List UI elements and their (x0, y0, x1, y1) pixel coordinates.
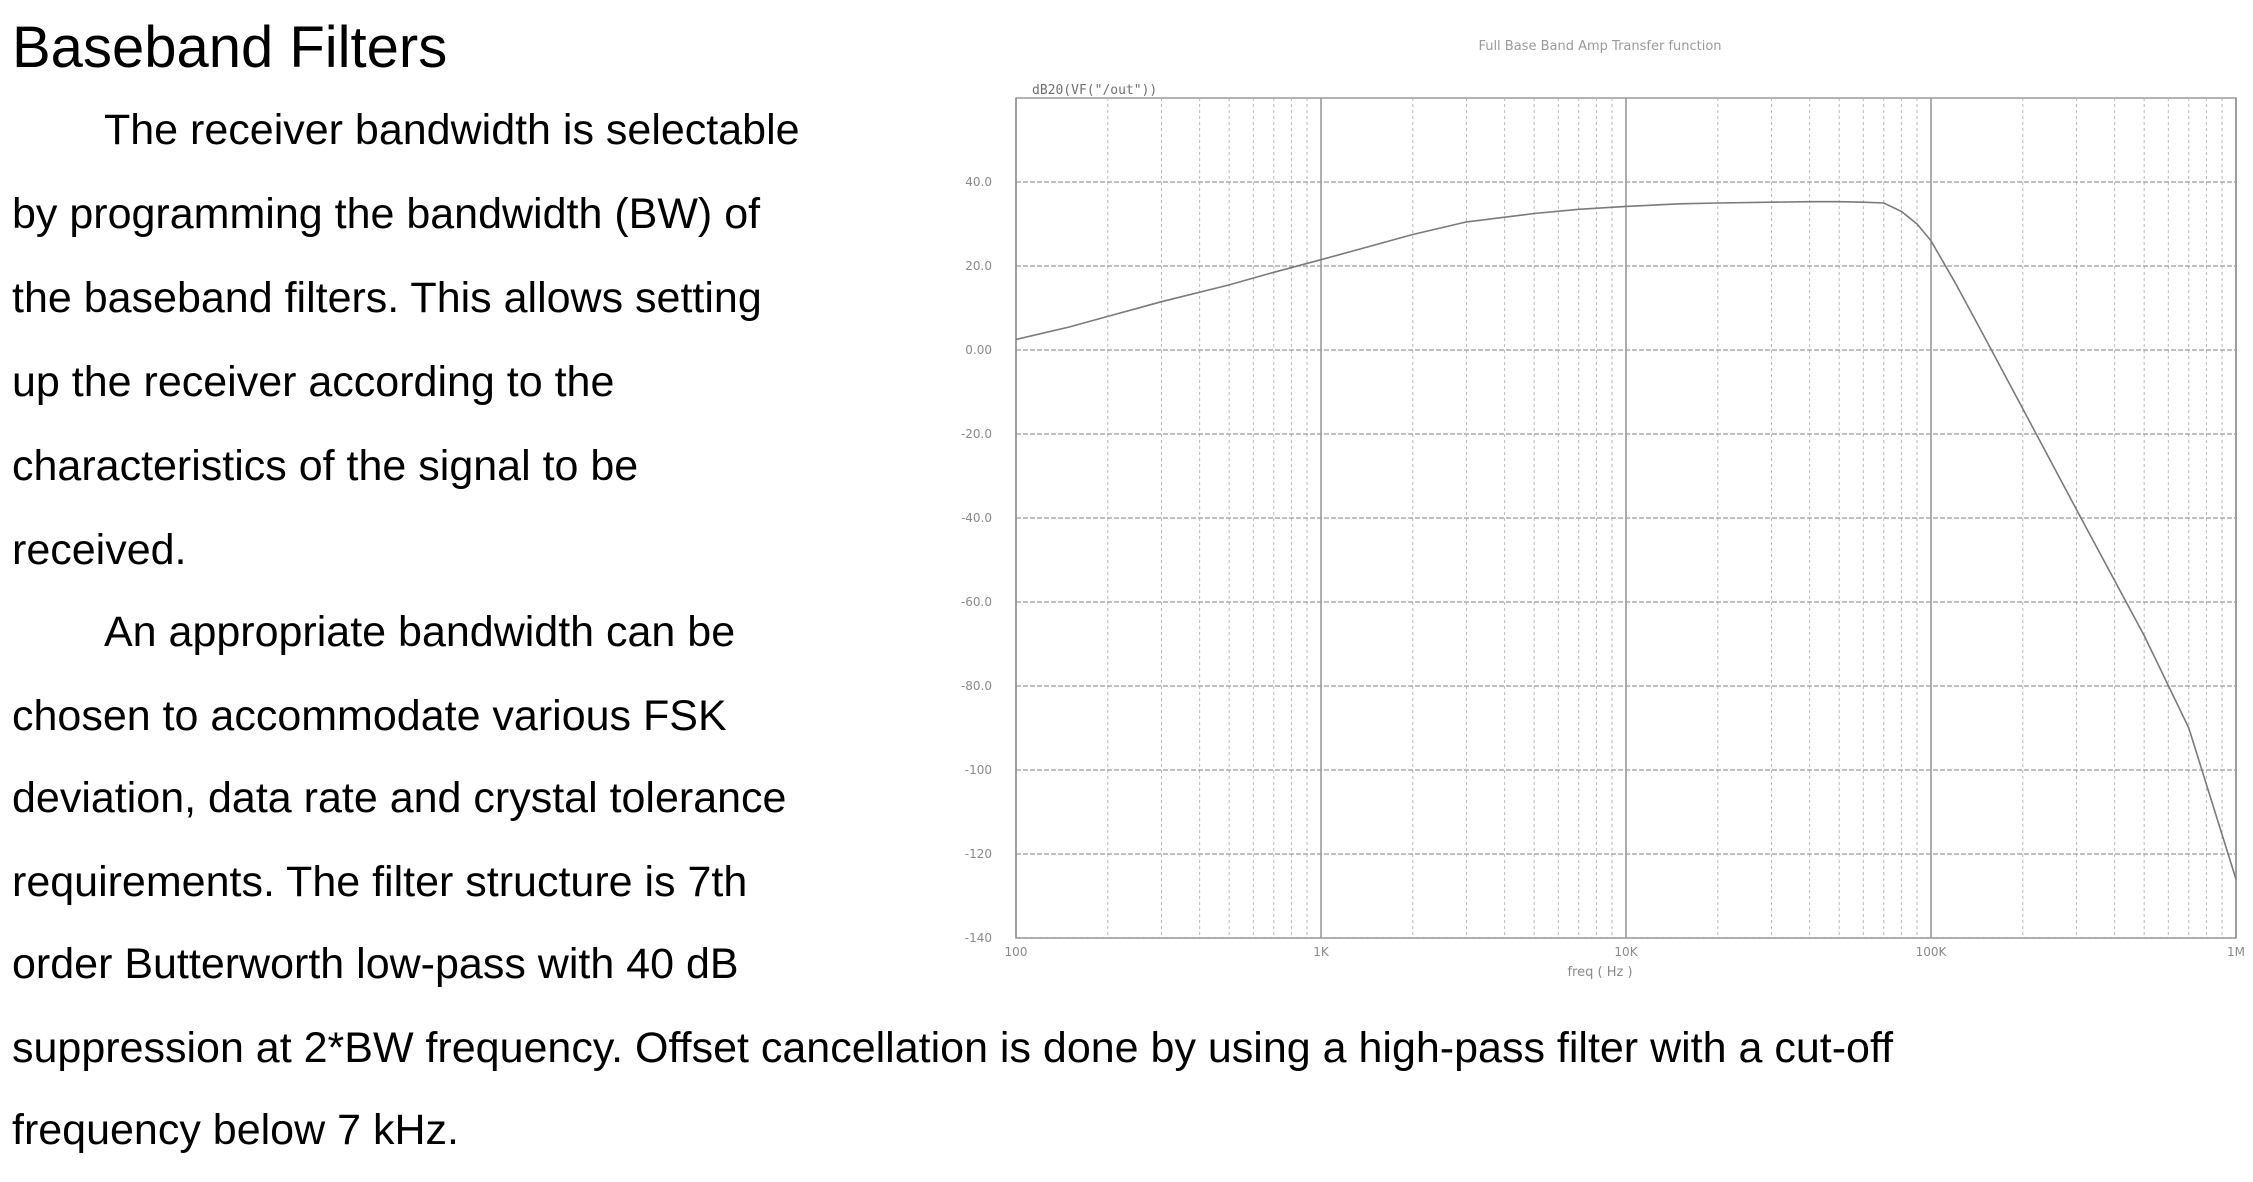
x-tick-label: 10K (1614, 945, 1638, 959)
y-tick-label: -120 (964, 847, 992, 861)
x-tick-label: 100K (1915, 945, 1947, 959)
x-tick-label: 1M (2227, 945, 2245, 959)
body-line-12: suppression at 2*BW frequency. Offset cancellation is done by using a high-pass filter with a cut-off (12, 1024, 1894, 1072)
body-line-7: An appropriate bandwidth can be (104, 608, 736, 656)
y-tick-label: 0.00 (965, 343, 992, 357)
body-line-10: requirements. The filter structure is 7th (12, 858, 748, 906)
y-tick-label: -40.0 (960, 511, 992, 525)
body-line-3: the baseband filters. This allows setting (12, 274, 762, 322)
y-tick-label: 40.0 (965, 175, 992, 189)
y-tick-label: 20.0 (965, 259, 992, 273)
body-line-1: The receiver bandwidth is selectable (104, 106, 800, 154)
x-tick-label: 100 (1004, 945, 1028, 959)
chart-svg (920, 30, 2253, 990)
x-tick-label: 1K (1313, 945, 1329, 959)
y-tick-label: -140 (964, 931, 992, 945)
body-line-4: up the receiver according to the (12, 358, 615, 406)
y-tick-label: -60.0 (960, 595, 992, 609)
body-line-2: by programming the bandwidth (BW) of (12, 190, 761, 238)
y-tick-label: -80.0 (960, 679, 992, 693)
y-tick-label: -20.0 (960, 427, 992, 441)
body-line-9: deviation, data rate and crystal tolerance (12, 774, 787, 822)
body-line-8: chosen to accommodate various FSK (12, 692, 727, 740)
x-axis-label: freq ( Hz ) (1567, 965, 1633, 980)
transfer-function-chart (920, 30, 2253, 990)
body-line-5: characteristics of the signal to be (12, 442, 639, 490)
legend-series-label: dB20(VF("/out")) (1032, 83, 1158, 98)
y-tick-label: -100 (964, 763, 992, 777)
body-line-6: received. (12, 526, 187, 574)
body-line-11: order Butterworth low-pass with 40 dB (12, 940, 739, 988)
body-line-13: frequency below 7 kHz. (12, 1106, 459, 1154)
chart-title: Full Base Band Amp Transfer function (1478, 39, 1722, 54)
page-heading: Baseband Filters (12, 15, 448, 80)
